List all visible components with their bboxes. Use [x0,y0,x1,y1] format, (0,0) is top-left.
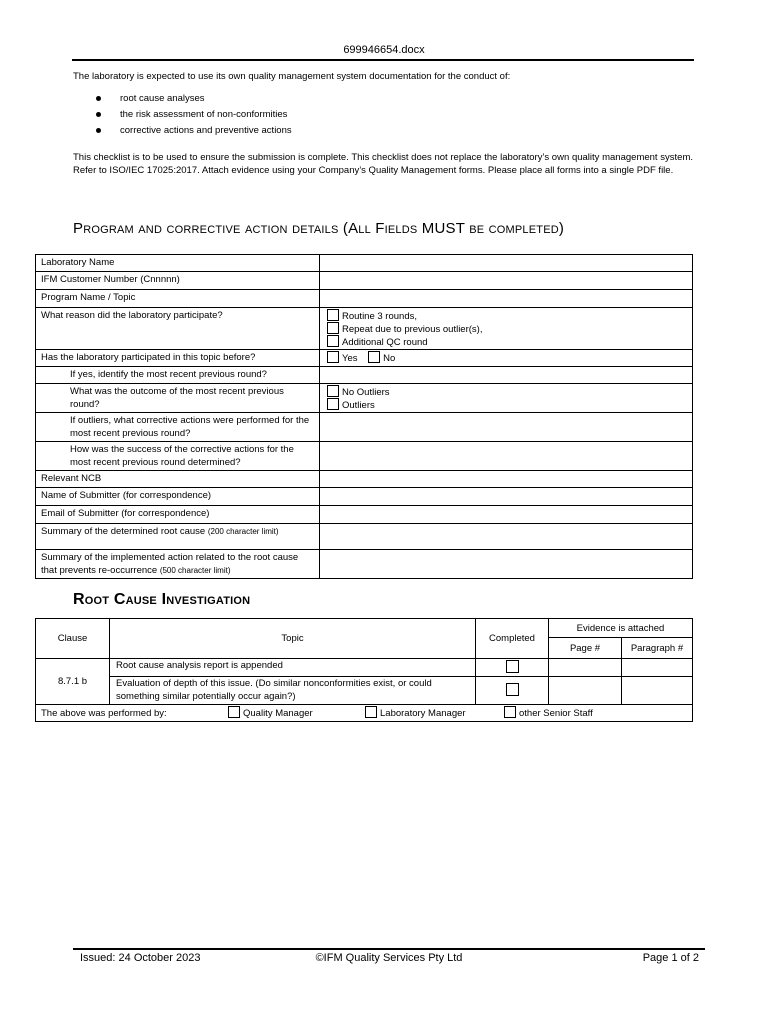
laboratory-manager-label: Laboratory Manager [380,708,466,719]
table-row [36,619,693,638]
label-summary-root [36,524,320,550]
footer-copyright: ©IFM Quality Services Pty Ltd [315,952,463,964]
section-title-program-details: Program and corrective action details (All Fields MUST be completed) [73,220,565,237]
repeat-label: Repeat due to previous outlier(s), [342,324,483,335]
footer-divider [73,948,705,950]
outliers-label: Outliers [342,400,375,411]
label-customer-number: IFM Customer Number (Cnnnnn) [36,272,320,290]
lab-name-field[interactable] [320,255,693,272]
document-filename: 699946654.docx [343,44,425,56]
customer-number-field[interactable] [320,272,693,290]
header-paragraph: Paragraph # [622,638,693,659]
table-row [36,367,693,384]
topic-item-report: Root cause analysis report is appended [110,659,476,677]
table-row [36,705,693,722]
table-row [36,308,693,350]
submitter-name-field[interactable] [320,488,693,506]
header-evidence: Evidence is attached [549,619,693,638]
senior-staff-label: other Senior Staff [519,708,593,719]
table-row [36,384,693,413]
clause-value: 8.7.1 b [36,659,110,705]
program-name-field[interactable] [320,290,693,308]
table-row [36,524,693,550]
bullet-icon [96,112,101,117]
outcome-options [320,384,693,413]
completed-cell [476,677,549,705]
summary-root-field[interactable] [320,524,693,550]
report-page-field[interactable] [549,659,622,677]
table-row [36,442,693,471]
bullet-icon [96,128,101,133]
table-row [36,550,693,579]
quality-manager-label: Quality Manager [243,708,313,719]
senior-staff-checkbox[interactable] [504,706,516,718]
yes-checkbox[interactable] [327,351,339,363]
participated-options [320,350,693,367]
quality-manager-checkbox[interactable] [228,706,240,718]
no-checkbox[interactable] [368,351,380,363]
no-outliers-checkbox[interactable] [327,385,339,397]
corrective-actions-field[interactable] [320,413,693,442]
table-row [36,255,693,272]
footer-page-number: Page 1 of 2 [642,952,699,964]
label-lab-name: Laboratory Name [36,255,320,272]
root-cause-table [35,618,693,722]
outliers-checkbox[interactable] [327,398,339,410]
additional-qc-label: Additional QC round [342,337,428,348]
routine-label: Routine 3 rounds, [342,311,417,322]
depth-paragraph-field[interactable] [622,677,693,705]
repeat-checkbox[interactable] [327,322,339,334]
label-outcome: What was the outcome of the most recent previous round? [36,384,320,413]
table-row [36,290,693,308]
section-title-root-cause: Root Cause Investigation [73,591,251,608]
summary-action-field[interactable] [320,550,693,579]
no-label: No [383,353,396,364]
header-topic: Topic [110,619,476,659]
ncb-field[interactable] [320,471,693,488]
report-paragraph-field[interactable] [622,659,693,677]
table-row [36,471,693,488]
additional-qc-checkbox[interactable] [327,335,339,347]
performed-by-row [36,705,693,722]
table-row [36,659,693,677]
label-ncb: Relevant NCB [36,471,320,488]
footer-issued: Issued: 24 October 2023 [80,952,201,964]
table-row [36,413,693,442]
header-clause: Clause [36,619,110,659]
label-success: How was the success of the corrective actions for the most recent previous round determined? [36,442,320,471]
reason-options [320,308,693,350]
list-item: the risk assessment of non-conformities [96,108,596,124]
label-corrective-actions: If outliers, what corrective actions were performed for the most recent previous round? [36,413,320,442]
program-details-table [35,254,693,579]
table-row [36,272,693,290]
intro-bullet-list [96,92,596,140]
label-program-name: Program Name / Topic [36,290,320,308]
completed-cell [476,659,549,677]
no-outliers-label: No Outliers [342,387,390,398]
yes-label: Yes [342,353,358,364]
list-item: corrective actions and preventive actions [96,124,596,140]
depth-completed-checkbox[interactable] [506,683,519,696]
table-row [36,506,693,524]
header-page: Page # [549,638,622,659]
label-submitter-email: Email of Submitter (for correspondence) [36,506,320,524]
performed-by-label: The above was performed by: [41,708,167,719]
bullet-icon [96,96,101,101]
table-row [36,677,693,705]
label-submitter-name: Name of Submitter (for correspondence) [36,488,320,506]
success-field[interactable] [320,442,693,471]
label-reason: What reason did the laboratory participate? [36,308,320,350]
identify-round-field[interactable] [320,367,693,384]
table-row [36,488,693,506]
table-row [36,350,693,367]
label-participated: Has the laboratory participated in this topic before? [36,350,320,367]
laboratory-manager-checkbox[interactable] [365,706,377,718]
routine-checkbox[interactable] [327,309,339,321]
list-item: root cause analyses [96,92,596,108]
checklist-note: This checklist is to be used to ensure the submission is complete. This checklist does not replace the laboratory’s own quality management system. Refer to ISO/IEC 17025:2017. Attach evidence using your Company’s Quality Management forms. Please place all forms into a single PDF file. [73,152,693,176]
summary-root-limit: (200 character limit) [207,527,279,536]
intro-text: The laboratory is expected to use its own quality management system documentation for the conduct of: [73,71,511,82]
summary-action-limit: (500 character limit) [159,566,231,575]
depth-page-field[interactable] [549,677,622,705]
header-completed: Completed [476,619,549,659]
submitter-email-field[interactable] [320,506,693,524]
label-identify-round: If yes, identify the most recent previous round? [36,367,320,384]
topic-item-depth: Evaluation of depth of this issue. (Do similar nonconformities exist, or could something similar potentially occur again?) [110,677,476,705]
summary-action-text: Summary of the implemented action related to the root cause that prevents re-occurrence [41,552,299,576]
label-summary-action [36,550,320,579]
summary-root-text: Summary of the determined root cause [41,526,206,537]
header-divider [72,59,694,61]
report-completed-checkbox[interactable] [506,660,519,673]
